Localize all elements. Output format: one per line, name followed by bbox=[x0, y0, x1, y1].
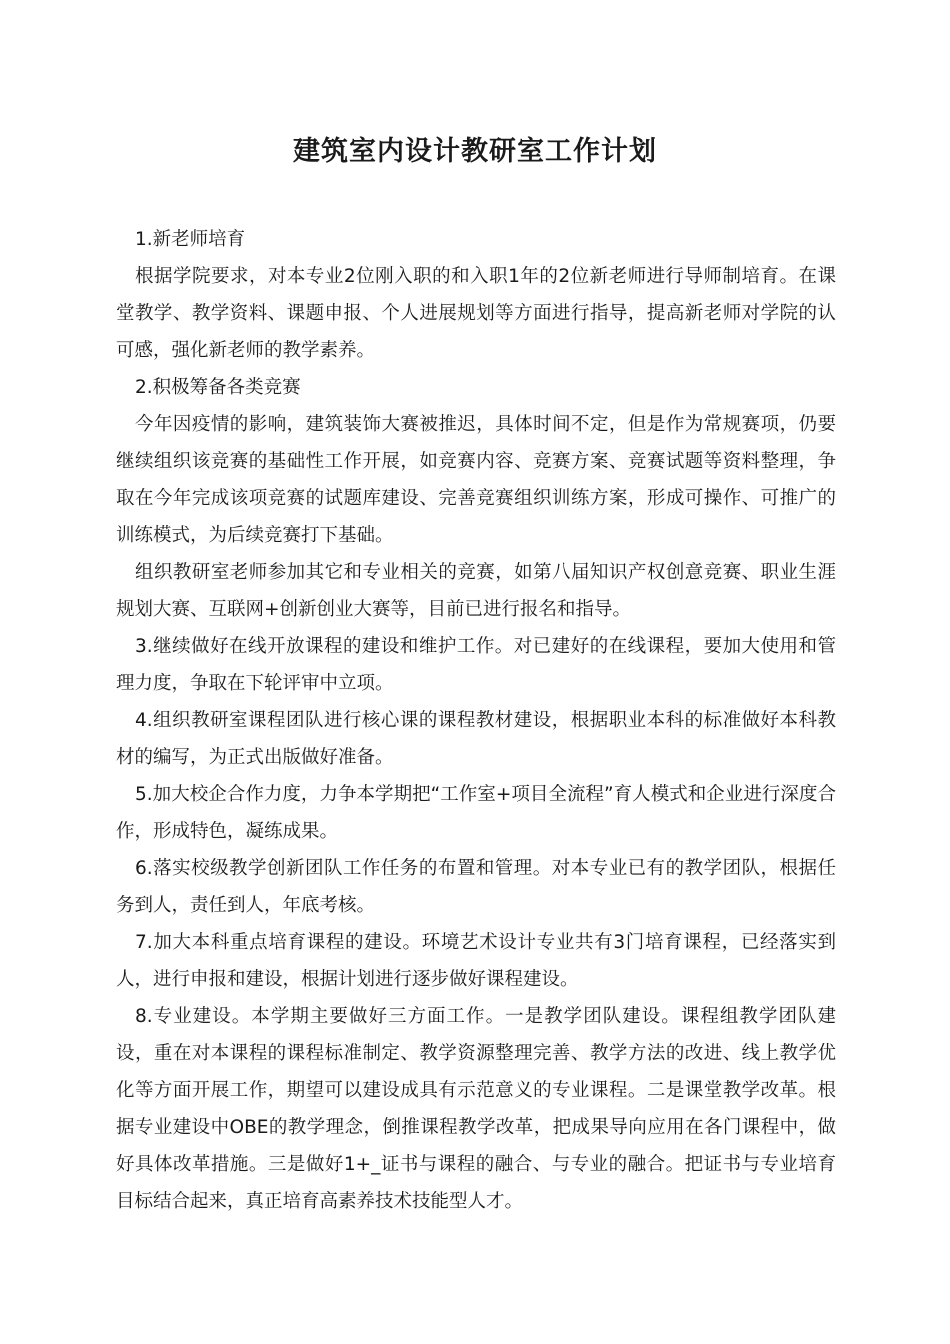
item-major-construction: 8.专业建设。本学期主要做好三方面工作。一是教学团队建设。课程组教学团队建设，重在对本课程的课程标准制定、教学资源整理完善、教学方法的改进、线上教学优化等方面开展工作，期望可以建设成具有示范意义的专业课程。二是课堂教学改革。根据专业建设中OBE的教学理念，倒推课程教学改革，把成果导向应用在各门课程中，做好具体改革措施。三是做好1+_证书与课程的融合、与专业的融合。把证书与专业培育目标结合起来，真正培育高素养技术技能型人才。 bbox=[116, 1006, 836, 1212]
paragraph-new-teachers: 根据学院要求，对本专业2位刚入职的和入职1年的2位新老师进行导师制培育。在课堂教学、教学资料、课题申报、个人进展规划等方面进行指导，提高新老师对学院的认可感，强化新老师的教学素养。 bbox=[116, 266, 836, 361]
item-key-courses: 7.加大本科重点培育课程的建设。环境艺术设计专业共有3门培育课程，已经落实到人，进行申报和建设，根据计划进行逐步做好课程建设。 bbox=[116, 932, 836, 990]
paragraph-other-competitions: 组织教研室老师参加其它和专业相关的竞赛，如第八届知识产权创意竞赛、职业生涯规划大赛、互联网+创新创业大赛等，目前已进行报名和指导。 bbox=[116, 562, 836, 620]
item-textbook-construction: 4.组织教研室课程团队进行核心课的课程教材建设，根据职业本科的标准做好本科教材的编写，为正式出版做好准备。 bbox=[116, 710, 836, 768]
item-online-courses: 3.继续做好在线开放课程的建设和维护工作。对已建好的在线课程，要加大使用和管理力度，争取在下轮评审中立项。 bbox=[116, 636, 836, 694]
item-innovation-team: 6.落实校级教学创新团队工作任务的布置和管理。对本专业已有的教学团队，根据任务到人，责任到人，年底考核。 bbox=[116, 858, 836, 916]
section-heading-new-teachers: 1.新老师培育 bbox=[135, 229, 246, 250]
document-body bbox=[116, 221, 836, 1220]
section-heading-competitions: 2.积极筹备各类竞赛 bbox=[135, 377, 301, 398]
item-school-enterprise: 5.加大校企合作力度，力争本学期把“工作室+项目全流程”育人模式和企业进行深度合作，形成特色，凝练成果。 bbox=[116, 784, 836, 842]
paragraph-competitions: 今年因疫情的影响，建筑装饰大赛被推迟，具体时间不定，但是作为常规赛项，仍要继续组织该竞赛的基础性工作开展，如竞赛内容、竞赛方案、竞赛试题等资料整理，争取在今年完成该项竞赛的试题库建设、完善竞赛组织训练方案，形成可操作、可推广的训练模式，为后续竞赛打下基础。 bbox=[116, 414, 836, 546]
document-title: 建筑室内设计教研室工作计划 bbox=[293, 136, 657, 167]
